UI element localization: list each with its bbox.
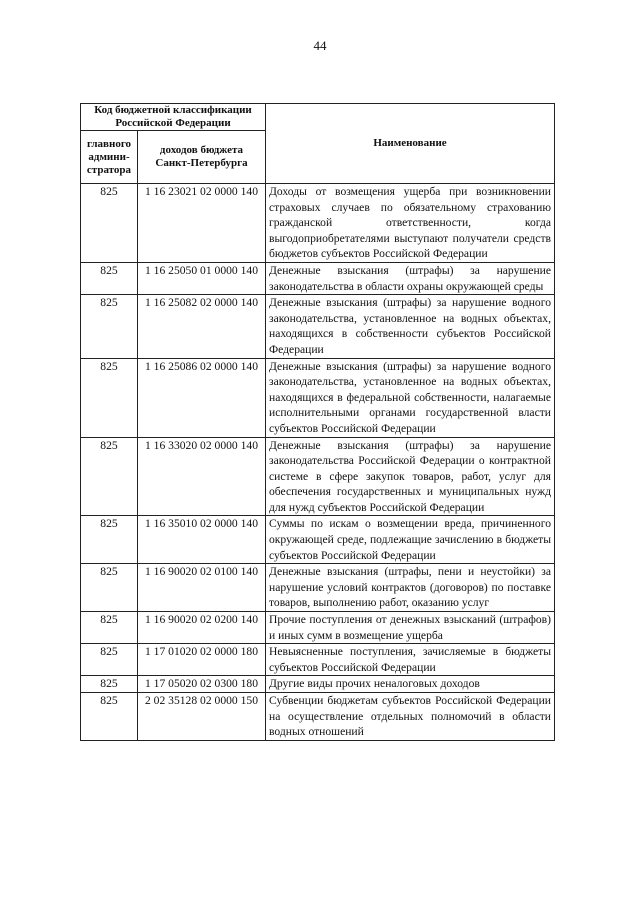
income-code-cell: 1 17 05020 02 0300 180 — [138, 676, 266, 693]
table-row — [81, 676, 555, 693]
income-name-cell: Денежные взыскания (штрафы) за нарушение законодательства Российской Федерации о контрактной системе в сфере закупок товаров, работ, услуг для обеспечения государственных и муниципальных нужд для нужд субъектов Российской Федерации — [266, 437, 555, 516]
kbk-group-header: Код бюджетной классификации Российской Федерации — [81, 104, 266, 131]
table-row — [81, 184, 555, 263]
name-column-header: Наименование — [266, 104, 555, 184]
income-column-header: доходов бюджета Санкт-Петербурга — [138, 131, 266, 184]
admin-code-cell: 825 — [81, 295, 138, 358]
income-code-cell: 2 02 35128 02 0000 150 — [138, 693, 266, 741]
table-row — [81, 564, 555, 612]
table-row — [81, 262, 555, 294]
income-name-cell: Денежные взыскания (штрафы) за нарушение законодательства в области охраны окружающей среды — [266, 262, 555, 294]
income-name-cell: Суммы по искам о возмещении вреда, причиненного окружающей среде, подлежащие зачислению в бюджеты субъектов Российской Федерации — [266, 516, 555, 564]
table-row — [81, 644, 555, 676]
table-row — [81, 358, 555, 437]
admin-code-cell: 825 — [81, 644, 138, 676]
income-name-cell: Денежные взыскания (штрафы) за нарушение водного законодательства, установленное на водных объектах, находящихся в федеральной собственности, налагаемые исполнительными органами государственной власти субъектов Российской Федерации — [266, 358, 555, 437]
admin-code-cell: 825 — [81, 612, 138, 644]
income-code-cell: 1 16 35010 02 0000 140 — [138, 516, 266, 564]
admin-column-header: главного админи-стратора — [81, 131, 138, 184]
income-name-cell: Денежные взыскания (штрафы, пени и неустойки) за нарушение условий контрактов (договоров) по поставке товаров, выполнению работ, оказанию услуг — [266, 564, 555, 612]
table-row — [81, 516, 555, 564]
admin-code-cell: 825 — [81, 516, 138, 564]
admin-code-cell: 825 — [81, 564, 138, 612]
admin-code-cell: 825 — [81, 693, 138, 741]
table-row — [81, 437, 555, 516]
income-code-cell: 1 16 23021 02 0000 140 — [138, 184, 266, 263]
income-name-cell: Другие виды прочих неналоговых доходов — [266, 676, 555, 693]
table-row — [81, 612, 555, 644]
admin-code-cell: 825 — [81, 358, 138, 437]
income-name-cell: Субвенции бюджетам субъектов Российской Федерации на осуществление отдельных полномочий в области водных отношений — [266, 693, 555, 741]
table-header — [80, 103, 555, 184]
admin-code-cell: 825 — [81, 676, 138, 693]
income-code-cell: 1 16 90020 02 0100 140 — [138, 564, 266, 612]
income-code-cell: 1 16 33020 02 0000 140 — [138, 437, 266, 516]
income-code-cell: 1 16 25082 02 0000 140 — [138, 295, 266, 358]
income-name-cell: Доходы от возмещения ущерба при возникновении страховых случаев по обязательному страхованию гражданской ответственности, когда выгодоприобретателями выступают получатели средств бюджетов субъектов Российской Федерации — [266, 184, 555, 263]
income-name-cell: Прочие поступления от денежных взысканий (штрафов) и иных сумм в возмещение ущерба — [266, 612, 555, 644]
income-code-cell: 1 16 25050 01 0000 140 — [138, 262, 266, 294]
income-codes-table — [80, 183, 555, 741]
page-number: 44 — [313, 38, 327, 53]
income-name-cell: Невыясненные поступления, зачисляемые в бюджеты субъектов Российской Федерации — [266, 644, 555, 676]
income-name-cell: Денежные взыскания (штрафы) за нарушение водного законодательства, установленное на водных объектах, находящихся в собственности субъектов Российской Федерации — [266, 295, 555, 358]
table-row — [81, 295, 555, 358]
income-code-cell: 1 16 90020 02 0200 140 — [138, 612, 266, 644]
admin-code-cell: 825 — [81, 262, 138, 294]
income-code-cell: 1 17 01020 02 0000 180 — [138, 644, 266, 676]
admin-code-cell: 825 — [81, 437, 138, 516]
admin-code-cell: 825 — [81, 184, 138, 263]
table-row — [81, 693, 555, 741]
income-code-cell: 1 16 25086 02 0000 140 — [138, 358, 266, 437]
